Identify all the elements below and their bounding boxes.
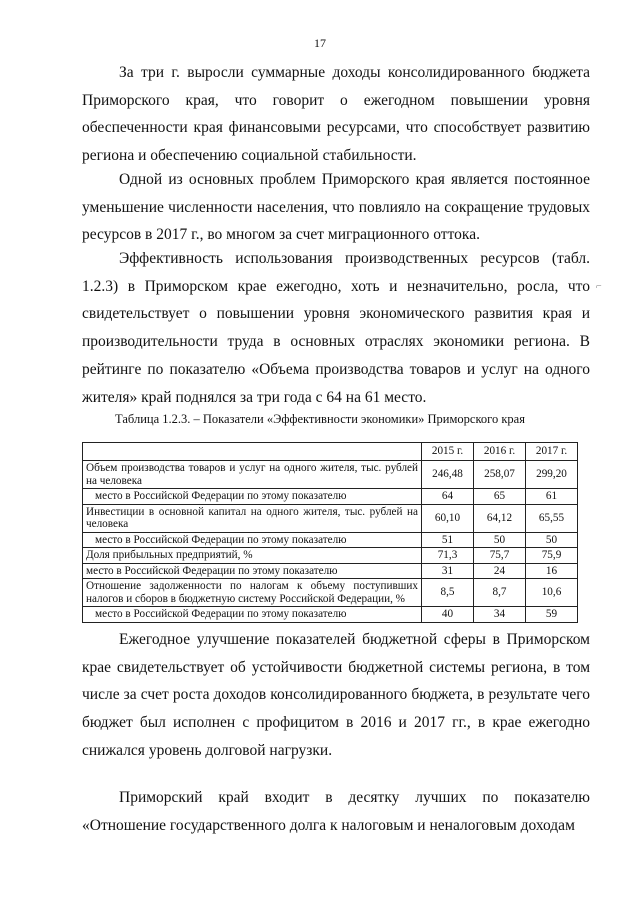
value-2015: 31: [422, 563, 474, 579]
value-2016: 8,7: [474, 579, 526, 607]
paragraph-revenue-growth: За три г. выросли суммарные доходы консолидированного бюджета Приморского края, что говорит о ежегодном повышении уровня обеспеченности края финансовыми ресурсами, что способствует развитию региона и обеспечению социальной стабильности.: [82, 64, 590, 165]
value-2016: 65: [474, 489, 526, 505]
value-2017: 10,6: [526, 579, 578, 607]
value-2017: 299,20: [526, 461, 578, 489]
table-row: [83, 532, 578, 548]
value-2017: 75,9: [526, 548, 578, 564]
value-2016: 258,07: [474, 461, 526, 489]
paragraph-population-decline: Одной из основных проблем Приморского края является постоянное уменьшение численности населения, что повлияло на сокращение трудовых ресурсов в 2017 г., во многом за счет миграционного оттока.: [82, 171, 590, 244]
economy-efficiency-table: [82, 442, 578, 623]
table-row: [83, 607, 578, 623]
table-row: [83, 579, 578, 607]
value-2015: 51: [422, 532, 474, 548]
value-2015: 64: [422, 489, 474, 505]
row-label: Объем производства товаров и услуг на одного жителя, тыс. рублей на человека: [83, 461, 422, 489]
value-2016: 64,12: [474, 504, 526, 532]
value-2017: 59: [526, 607, 578, 623]
value-2016: 50: [474, 532, 526, 548]
row-label: Доля прибыльных предприятий, %: [83, 548, 422, 564]
header-cell-2015: 2015 г.: [422, 443, 474, 461]
value-2017: 61: [526, 489, 578, 505]
table-row: [83, 548, 578, 564]
value-2015: 60,10: [422, 504, 474, 532]
value-2015: 71,3: [422, 548, 474, 564]
table-row: [83, 504, 578, 532]
row-label: место в Российской Федерации по этому показателю: [83, 532, 422, 548]
margin-mark: ⌐: [596, 281, 602, 292]
header-cell-2016: 2016 г.: [474, 443, 526, 461]
value-2017: 65,55: [526, 504, 578, 532]
value-2015: 40: [422, 607, 474, 623]
value-2016: 34: [474, 607, 526, 623]
page-number: 17: [314, 36, 326, 50]
table-caption: Таблица 1.2.3. – Показатели «Эффективности экономики» Приморского края: [115, 412, 525, 426]
value-2017: 50: [526, 532, 578, 548]
row-label: место в Российской Федерации по этому показателю: [83, 607, 422, 623]
table-row: [83, 461, 578, 489]
value-2017: 16: [526, 563, 578, 579]
row-label: Отношение задолженности по налогам к объему поступивших налогов и сборов в бюджетную систему Российской Федерации, %: [83, 579, 422, 607]
value-2016: 24: [474, 563, 526, 579]
paragraph-resource-efficiency: Эффективность использования производственных ресурсов (табл. 1.2.3) в Приморском крае ежегодно, хоть и незначительно, росла, что свидетельствует о повышении уровня экономического развития края и производительности труда в основных отраслях экономики региона. В рейтинге по показателю «Объема производства товаров и услуг на одного жителя» край поднялся за три года с 64 на 61 место.: [82, 250, 590, 406]
paragraph-budget-stability: Ежегодное улучшение показателей бюджетной сферы в Приморском крае свидетельствует об устойчивости бюджетной системы региона, в том числе за счет роста доходов консолидированного бюджета, в результате чего бюджет был исполнен с профицитом в 2016 и 2017 гг., в крае ежегодно снижался уровень долговой нагрузки.: [82, 631, 590, 759]
value-2016: 75,7: [474, 548, 526, 564]
row-label: место в Российской Федерации по этому показателю: [83, 489, 422, 505]
paragraph-debt-ratio: Приморский край входит в десятку лучших по показателю «Отношение государственного долга к налоговым и неналоговым доходам: [82, 789, 590, 834]
header-cell-empty: [83, 443, 422, 461]
header-cell-2017: 2017 г.: [526, 443, 578, 461]
row-label: Инвестиции в основной капитал на одного жителя, тыс. рублей на человека: [83, 504, 422, 532]
value-2015: 8,5: [422, 579, 474, 607]
table-row: [83, 489, 578, 505]
row-label: место в Российской Федерации по этому показателю: [83, 563, 422, 579]
table-header-row: [83, 443, 578, 461]
table-row: [83, 563, 578, 579]
value-2015: 246,48: [422, 461, 474, 489]
